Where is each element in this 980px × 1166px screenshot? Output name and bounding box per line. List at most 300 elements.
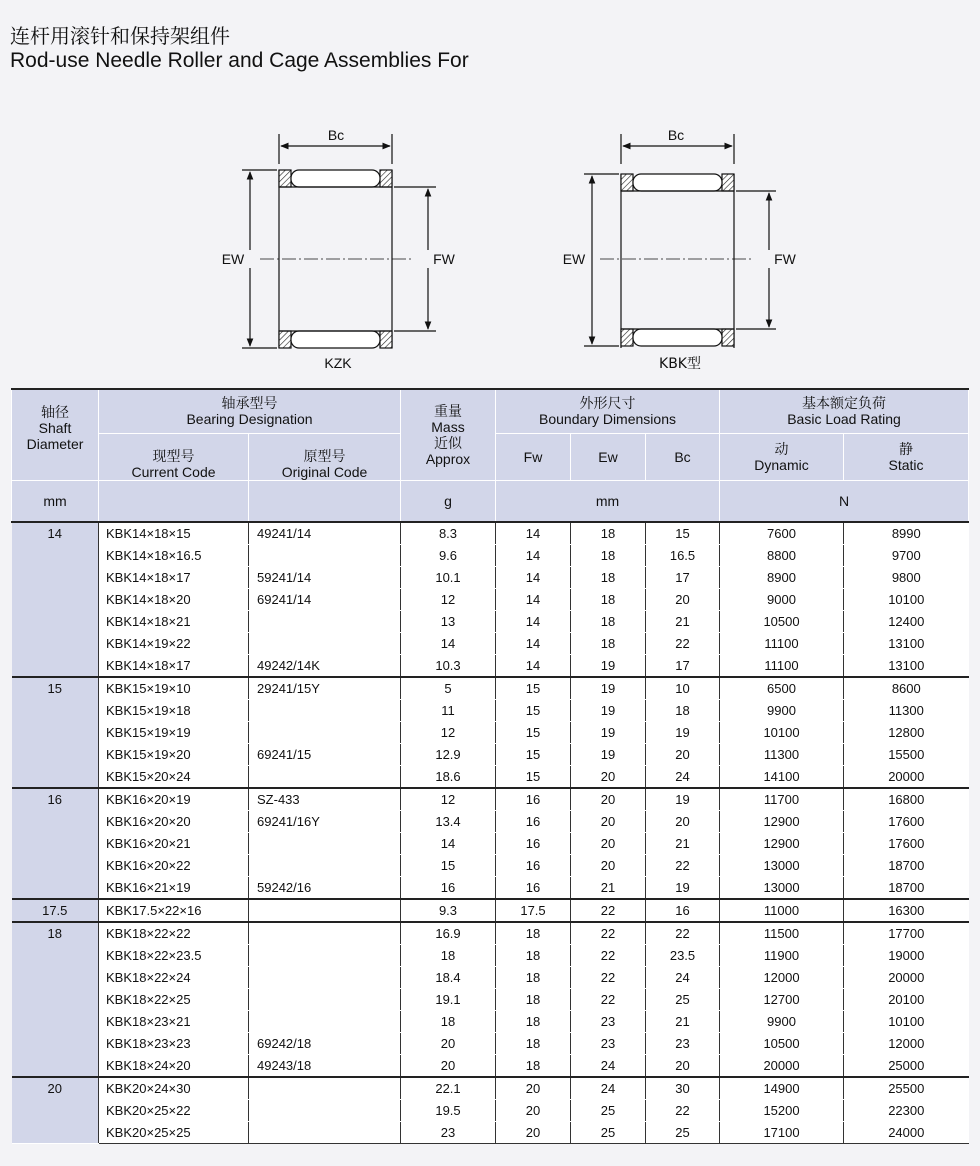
mass-header-cn2: 近似 (434, 434, 462, 451)
fw-cell: 18 (496, 989, 571, 1011)
mass-cell: 8.3 (401, 522, 496, 545)
table-row (12, 1122, 969, 1144)
title-chinese: 连杆用滚针和保持架组件 (10, 24, 230, 48)
static-load-cell: 19000 (844, 945, 969, 967)
bc-cell: 10 (646, 677, 720, 700)
kbk-bc-label: Bc (667, 127, 685, 143)
current-code-cell: KBK20×24×30 (99, 1077, 249, 1100)
current-code-cell: KBK14×19×22 (99, 633, 249, 655)
table-row (12, 1100, 969, 1122)
static-load-cell: 25500 (844, 1077, 969, 1100)
current-code-cell: KBK18×23×21 (99, 1011, 249, 1033)
table-row (12, 522, 969, 545)
original-code-cell (249, 1011, 401, 1033)
dynamic-load-cell: 10500 (720, 611, 844, 633)
fw-cell: 18 (496, 945, 571, 967)
dynamic-load-cell: 11500 (720, 922, 844, 945)
boundary-header (496, 389, 720, 433)
original-code-cell (249, 1100, 401, 1122)
static-load-cell: 12000 (844, 1033, 969, 1055)
static-load-cell: 8600 (844, 677, 969, 700)
current-code-header-cn: 现型号 (152, 447, 195, 464)
original-code-cell: 59241/14 (249, 567, 401, 589)
boundary-header-en: Boundary Dimensions (539, 411, 676, 428)
dynamic-load-cell: 20000 (720, 1055, 844, 1078)
current-code-header (99, 433, 249, 480)
shaft-unit-header: mm (12, 480, 99, 522)
table-row (12, 589, 969, 611)
table-row (12, 677, 969, 700)
table-row (12, 1055, 969, 1078)
bc-cell: 21 (646, 833, 720, 855)
original-code-cell (249, 766, 401, 789)
fw-cell: 20 (496, 1100, 571, 1122)
static-load-cell: 9800 (844, 567, 969, 589)
table-row (12, 700, 969, 722)
ew-cell: 19 (571, 677, 646, 700)
static-load-cell: 20000 (844, 967, 969, 989)
shaft-header-cn: 轴径 (41, 403, 69, 420)
dynamic-load-cell: 13000 (720, 877, 844, 900)
ew-header: Ew (571, 433, 646, 480)
fw-cell: 20 (496, 1077, 571, 1100)
ew-cell: 23 (571, 1011, 646, 1033)
dynamic-load-cell: 11700 (720, 788, 844, 811)
fw-cell: 16 (496, 855, 571, 877)
ew-cell: 19 (571, 744, 646, 766)
static-load-cell: 8990 (844, 522, 969, 545)
bc-cell: 30 (646, 1077, 720, 1100)
fw-cell: 18 (496, 1033, 571, 1055)
bc-cell: 16.5 (646, 545, 720, 567)
static-load-cell: 17700 (844, 922, 969, 945)
ew-cell: 19 (571, 722, 646, 744)
current-code-cell: KBK16×20×22 (99, 855, 249, 877)
original-code-cell: 49241/14 (249, 522, 401, 545)
bc-cell: 18 (646, 700, 720, 722)
dynamic-load-cell: 13000 (720, 855, 844, 877)
fw-cell: 14 (496, 655, 571, 678)
page-title (10, 24, 469, 74)
table-row (12, 833, 969, 855)
mass-cell: 22.1 (401, 1077, 496, 1100)
current-code-cell: KBK15×20×24 (99, 766, 249, 789)
original-code-header-cn: 原型号 (303, 447, 346, 464)
ew-cell: 24 (571, 1055, 646, 1078)
load-header-en: Basic Load Rating (787, 411, 901, 428)
current-code-cell: KBK14×18×17 (99, 567, 249, 589)
current-code-cell: KBK16×20×20 (99, 811, 249, 833)
mass-unit-header: g (401, 480, 496, 522)
mass-cell: 16.9 (401, 922, 496, 945)
static-load-cell: 17600 (844, 811, 969, 833)
ew-cell: 19 (571, 655, 646, 678)
current-code-cell: KBK18×22×23.5 (99, 945, 249, 967)
fw-cell: 15 (496, 722, 571, 744)
bc-cell: 22 (646, 633, 720, 655)
original-code-cell (249, 945, 401, 967)
mass-cell: 12 (401, 722, 496, 744)
bc-cell: 21 (646, 1011, 720, 1033)
shaft-diameter-cell: 18 (12, 922, 99, 1077)
fw-header: Fw (496, 433, 571, 480)
current-code-cell: KBK14×18×17 (99, 655, 249, 678)
static-load-cell: 18700 (844, 855, 969, 877)
static-load-cell: 25000 (844, 1055, 969, 1078)
specification-table (11, 388, 969, 1144)
ew-cell: 24 (571, 1077, 646, 1100)
static-load-cell: 12400 (844, 611, 969, 633)
bc-cell: 24 (646, 967, 720, 989)
bc-cell: 25 (646, 989, 720, 1011)
static-load-cell: 11300 (844, 700, 969, 722)
original-code-cell: SZ-433 (249, 788, 401, 811)
current-code-cell: KBK15×19×20 (99, 744, 249, 766)
fw-cell: 14 (496, 611, 571, 633)
fw-cell: 14 (496, 522, 571, 545)
ew-cell: 21 (571, 877, 646, 900)
original-code-cell (249, 1122, 401, 1144)
original-code-cell: 59242/16 (249, 877, 401, 900)
fw-cell: 20 (496, 1122, 571, 1144)
mass-cell: 15 (401, 855, 496, 877)
current-code-cell: KBK15×19×19 (99, 722, 249, 744)
current-code-cell: KBK17.5×22×16 (99, 899, 249, 922)
dynamic-load-cell: 6500 (720, 677, 844, 700)
bc-cell: 23 (646, 1033, 720, 1055)
static-load-cell: 9700 (844, 545, 969, 567)
ew-cell: 19 (571, 700, 646, 722)
mass-cell: 11 (401, 700, 496, 722)
ew-cell: 20 (571, 833, 646, 855)
ew-cell: 22 (571, 989, 646, 1011)
ew-cell: 18 (571, 589, 646, 611)
mass-cell: 5 (401, 677, 496, 700)
current-code-cell: KBK14×18×16.5 (99, 545, 249, 567)
shaft-diameter-cell: 15 (12, 677, 99, 788)
static-load-cell: 17600 (844, 833, 969, 855)
bc-cell: 17 (646, 655, 720, 678)
bc-cell: 24 (646, 766, 720, 789)
static-load-cell: 18700 (844, 877, 969, 900)
static-load-cell: 20100 (844, 989, 969, 1011)
original-code-cell: 69241/14 (249, 589, 401, 611)
original-code-cell (249, 989, 401, 1011)
table-row (12, 1033, 969, 1055)
original-code-cell: 69241/15 (249, 744, 401, 766)
fw-cell: 18 (496, 1055, 571, 1078)
current-code-cell: KBK20×25×25 (99, 1122, 249, 1144)
bc-cell: 19 (646, 722, 720, 744)
fw-cell: 16 (496, 833, 571, 855)
original-code-unit-spacer (249, 480, 401, 522)
table-row (12, 655, 969, 678)
fw-cell: 18 (496, 967, 571, 989)
table-row (12, 1077, 969, 1100)
current-code-cell: KBK15×19×10 (99, 677, 249, 700)
original-code-cell (249, 899, 401, 922)
bc-cell: 15 (646, 522, 720, 545)
table-row (12, 722, 969, 744)
designation-header-cn: 轴承型号 (221, 395, 278, 412)
ew-cell: 20 (571, 788, 646, 811)
bc-cell: 20 (646, 1055, 720, 1078)
current-code-cell: KBK14×18×20 (99, 589, 249, 611)
bc-cell: 21 (646, 611, 720, 633)
current-code-cell: KBK14×18×21 (99, 611, 249, 633)
dynamic-load-cell: 11300 (720, 744, 844, 766)
mass-cell: 12 (401, 589, 496, 611)
bc-cell: 19 (646, 877, 720, 900)
table-row (12, 1011, 969, 1033)
bc-cell: 16 (646, 899, 720, 922)
mass-cell: 20 (401, 1055, 496, 1078)
mass-header-en2: Approx (425, 450, 471, 467)
static-load-cell: 10100 (844, 1011, 969, 1033)
kbk-diagram (584, 134, 776, 348)
static-load-cell: 16800 (844, 788, 969, 811)
static-load-cell: 13100 (844, 655, 969, 678)
kzk-name-label: KZK (324, 355, 352, 371)
dynamic-load-cell: 14100 (720, 766, 844, 789)
table-row (12, 545, 969, 567)
kzk-bc-label: Bc (327, 127, 345, 143)
original-code-cell (249, 922, 401, 945)
static-header (844, 433, 969, 480)
original-code-header-en: Original Code (281, 463, 368, 480)
mass-cell: 18 (401, 1011, 496, 1033)
bc-cell: 19 (646, 788, 720, 811)
mass-cell: 18.4 (401, 967, 496, 989)
current-code-header-en: Current Code (131, 463, 216, 480)
ew-cell: 25 (571, 1122, 646, 1144)
kzk-diagram (242, 134, 436, 348)
dynamic-header (720, 433, 844, 480)
dynamic-load-cell: 12000 (720, 967, 844, 989)
dynamic-load-cell: 9900 (720, 1011, 844, 1033)
original-code-cell (249, 700, 401, 722)
static-load-cell: 16300 (844, 899, 969, 922)
dynamic-load-cell: 14900 (720, 1077, 844, 1100)
table-row (12, 744, 969, 766)
shaft-diameter-cell: 17.5 (12, 899, 99, 922)
diagram-canvas (0, 110, 980, 380)
bc-cell: 22 (646, 1100, 720, 1122)
shaft-diameter-cell: 20 (12, 1077, 99, 1144)
fw-cell: 14 (496, 567, 571, 589)
current-code-cell: KBK16×20×21 (99, 833, 249, 855)
designation-header-en: Bearing Designation (186, 411, 313, 428)
bc-cell: 22 (646, 922, 720, 945)
ew-cell: 18 (571, 611, 646, 633)
original-code-cell: 49242/14K (249, 655, 401, 678)
load-unit-header: N (720, 480, 969, 522)
ew-cell: 22 (571, 967, 646, 989)
mass-cell: 13.4 (401, 811, 496, 833)
dynamic-load-cell: 9000 (720, 589, 844, 611)
fw-cell: 16 (496, 877, 571, 900)
ew-cell: 22 (571, 945, 646, 967)
dynamic-load-cell: 15200 (720, 1100, 844, 1122)
fw-cell: 15 (496, 700, 571, 722)
current-code-cell: KBK18×22×24 (99, 967, 249, 989)
dynamic-load-cell: 10100 (720, 722, 844, 744)
bc-cell: 20 (646, 744, 720, 766)
current-code-cell: KBK15×19×18 (99, 700, 249, 722)
original-code-cell: 29241/15Y (249, 677, 401, 700)
bearing-diagrams (0, 110, 980, 380)
fw-cell: 18 (496, 1011, 571, 1033)
fw-cell: 14 (496, 545, 571, 567)
mass-cell: 9.3 (401, 899, 496, 922)
table-row (12, 877, 969, 900)
dynamic-load-cell: 8900 (720, 567, 844, 589)
table-row (12, 788, 969, 811)
mass-cell: 16 (401, 877, 496, 900)
dynamic-load-cell: 12700 (720, 989, 844, 1011)
fw-cell: 18 (496, 922, 571, 945)
specification-table-wrap (11, 388, 968, 1144)
original-code-cell (249, 1077, 401, 1100)
original-code-cell (249, 722, 401, 744)
table-row (12, 899, 969, 922)
mass-cell: 10.3 (401, 655, 496, 678)
dynamic-load-cell: 9900 (720, 700, 844, 722)
ew-cell: 22 (571, 922, 646, 945)
title-english: Rod-use Needle Roller and Cage Assemblies For (10, 49, 469, 72)
fw-cell: 14 (496, 589, 571, 611)
load-header-cn: 基本额定负荷 (802, 395, 887, 412)
current-code-cell: KBK18×24×20 (99, 1055, 249, 1078)
bc-cell: 23.5 (646, 945, 720, 967)
fw-cell: 15 (496, 766, 571, 789)
current-code-cell: KBK16×21×19 (99, 877, 249, 900)
table-header (12, 389, 969, 522)
ew-cell: 18 (571, 545, 646, 567)
mass-cell: 23 (401, 1122, 496, 1144)
current-code-cell: KBK14×18×15 (99, 522, 249, 545)
dynamic-load-cell: 12900 (720, 811, 844, 833)
kbk-fw-label: FW (774, 251, 796, 267)
original-code-cell (249, 545, 401, 567)
current-code-cell: KBK20×25×22 (99, 1100, 249, 1122)
shaft-diameter-cell: 14 (12, 522, 99, 677)
dynamic-header-cn: 动 (774, 440, 789, 457)
dynamic-load-cell: 7600 (720, 522, 844, 545)
ew-cell: 20 (571, 766, 646, 789)
static-load-cell: 24000 (844, 1122, 969, 1144)
static-header-cn: 静 (899, 440, 914, 457)
designation-header (99, 389, 401, 433)
ew-cell: 20 (571, 855, 646, 877)
ew-cell: 22 (571, 899, 646, 922)
dynamic-load-cell: 10500 (720, 1033, 844, 1055)
load-header (720, 389, 969, 433)
mass-cell: 19.1 (401, 989, 496, 1011)
shaft-header-en: Shaft Diameter (26, 419, 84, 452)
mass-cell: 19.5 (401, 1100, 496, 1122)
shaft-diameter-cell: 16 (12, 788, 99, 899)
dynamic-load-cell: 8800 (720, 545, 844, 567)
fw-cell: 14 (496, 633, 571, 655)
mass-header (401, 389, 496, 480)
original-code-cell: 49243/18 (249, 1055, 401, 1078)
dynamic-load-cell: 17100 (720, 1122, 844, 1144)
ew-cell: 18 (571, 633, 646, 655)
ew-cell: 18 (571, 567, 646, 589)
table-row (12, 567, 969, 589)
dynamic-load-cell: 11100 (720, 655, 844, 678)
table-row (12, 855, 969, 877)
mass-header-cn1: 重量 (434, 402, 462, 419)
static-load-cell: 15500 (844, 744, 969, 766)
dynamic-header-en: Dynamic (754, 456, 809, 473)
original-code-cell (249, 611, 401, 633)
current-code-cell: KBK16×20×19 (99, 788, 249, 811)
table-row (12, 989, 969, 1011)
table-row (12, 945, 969, 967)
static-header-en: Static (888, 456, 924, 473)
mass-cell: 9.6 (401, 545, 496, 567)
mass-cell: 12 (401, 788, 496, 811)
bc-header: Bc (646, 433, 720, 480)
original-code-cell (249, 855, 401, 877)
bc-cell: 17 (646, 567, 720, 589)
original-code-cell (249, 967, 401, 989)
fw-cell: 17.5 (496, 899, 571, 922)
original-code-cell: 69242/18 (249, 1033, 401, 1055)
table-row (12, 967, 969, 989)
mass-cell: 12.9 (401, 744, 496, 766)
table-row (12, 633, 969, 655)
kzk-fw-label: FW (433, 251, 455, 267)
mass-cell: 18 (401, 945, 496, 967)
bc-cell: 22 (646, 855, 720, 877)
original-code-header (249, 433, 401, 480)
bc-cell: 20 (646, 811, 720, 833)
bc-cell: 25 (646, 1122, 720, 1144)
ew-cell: 20 (571, 811, 646, 833)
dynamic-load-cell: 11100 (720, 633, 844, 655)
static-load-cell: 22300 (844, 1100, 969, 1122)
static-load-cell: 12800 (844, 722, 969, 744)
mass-cell: 13 (401, 611, 496, 633)
kbk-ew-label: EW (562, 251, 586, 267)
mass-cell: 10.1 (401, 567, 496, 589)
ew-cell: 23 (571, 1033, 646, 1055)
original-code-cell (249, 633, 401, 655)
original-code-cell: 69241/16Y (249, 811, 401, 833)
kzk-ew-label: EW (221, 251, 245, 267)
mass-cell: 18.6 (401, 766, 496, 789)
current-code-cell: KBK18×22×25 (99, 989, 249, 1011)
current-code-unit-spacer (99, 480, 249, 522)
current-code-cell: KBK18×23×23 (99, 1033, 249, 1055)
dynamic-load-cell: 11000 (720, 899, 844, 922)
table-row (12, 611, 969, 633)
dynamic-load-cell: 12900 (720, 833, 844, 855)
original-code-cell (249, 833, 401, 855)
mass-cell: 14 (401, 633, 496, 655)
shaft-header (12, 389, 99, 480)
mass-cell: 20 (401, 1033, 496, 1055)
static-load-cell: 10100 (844, 589, 969, 611)
boundary-unit-header: mm (496, 480, 720, 522)
ew-cell: 18 (571, 522, 646, 545)
kbk-name-label: KBK型 (659, 356, 701, 372)
ew-cell: 25 (571, 1100, 646, 1122)
mass-cell: 14 (401, 833, 496, 855)
